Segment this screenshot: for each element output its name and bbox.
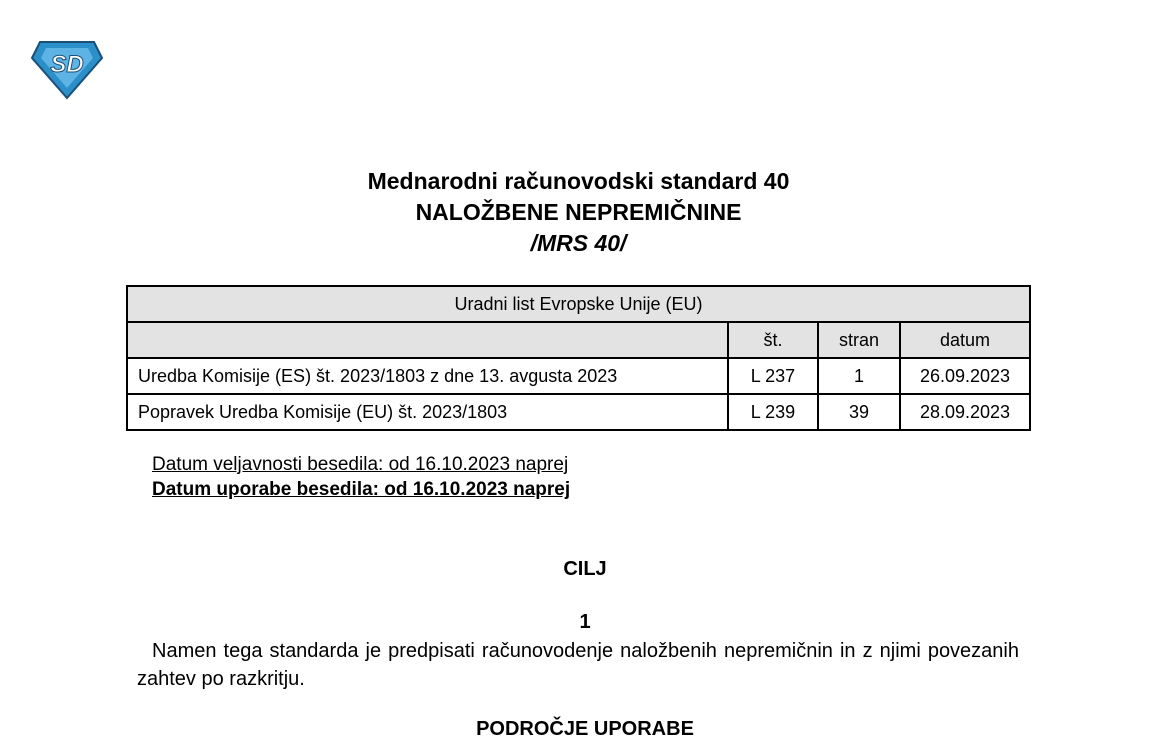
row-page: 1 [818, 358, 900, 394]
table-row [127, 358, 1030, 394]
row-document: Popravek Uredba Komisije (EU) št. 2023/1803 [127, 394, 728, 430]
table-row [127, 394, 1030, 430]
section-heading-scope: PODROČJE UPORABE [476, 718, 694, 740]
paragraph-number: 1 [579, 611, 591, 633]
official-journal-table [126, 285, 1031, 431]
title-line-standard: Mednarodni računovodski standard 40 [367, 168, 790, 194]
row-number: L 237 [728, 358, 818, 394]
paragraph-text: Namen tega standarda je predpisati računovodenje naložbenih nepremičnin in z njimi povezanih zahtev po razkritju. [137, 640, 1019, 690]
validity-date: Datum veljavnosti besedila: od 16.10.2023 naprej [152, 454, 569, 475]
application-date: Datum uporabe besedila: od 16.10.2023 naprej [152, 479, 571, 500]
row-page: 39 [818, 394, 900, 430]
row-date: 28.09.2023 [900, 394, 1030, 430]
table-header: Uradni list Evropske Unije (EU) [127, 286, 1030, 322]
title-line-code: /MRS 40/ [530, 230, 627, 256]
row-document: Uredba Komisije (ES) št. 2023/1803 z dne 13. avgusta 2023 [127, 358, 728, 394]
row-date: 26.09.2023 [900, 358, 1030, 394]
title-line-name: NALOŽBENE NEPREMIČNINE [415, 199, 742, 225]
column-header-page: stran [818, 322, 900, 358]
document-title [0, 166, 1157, 259]
column-header-document [127, 322, 728, 358]
column-header-date: datum [900, 322, 1030, 358]
table-columns-row [127, 322, 1030, 358]
sd-diamond-logo-icon [30, 40, 104, 100]
logo-text: SD [50, 51, 84, 78]
section-heading-goal: CILJ [563, 558, 607, 580]
row-number: L 239 [728, 394, 818, 430]
column-header-number: št. [728, 322, 818, 358]
table-header-row [127, 286, 1030, 322]
validity-dates [152, 452, 570, 502]
